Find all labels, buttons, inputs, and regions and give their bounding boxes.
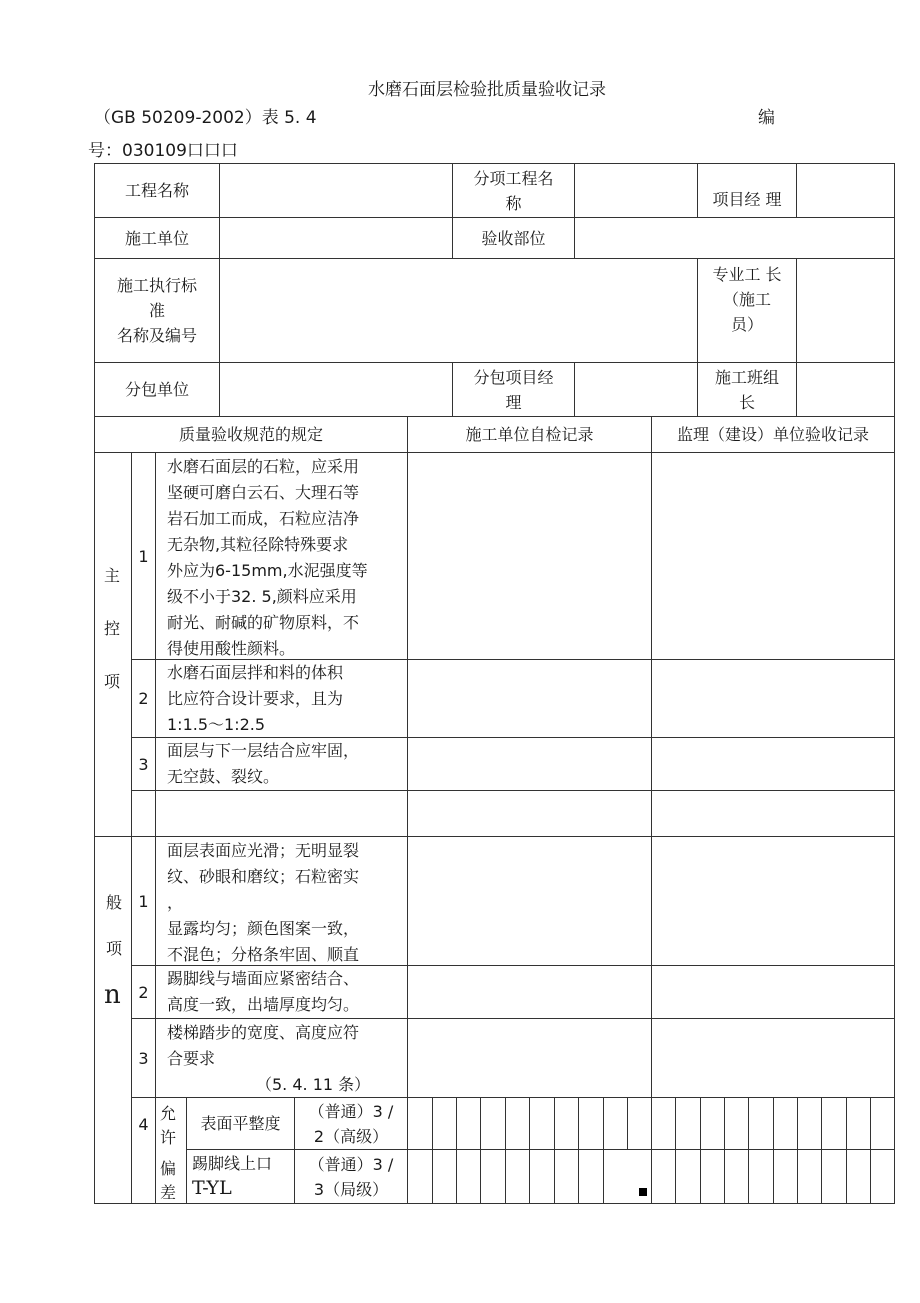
code-label-bian: 编 (758, 108, 775, 128)
allowable-deviation-label: 允 许 偏 差 (160, 1104, 177, 1202)
square-marker (639, 1188, 647, 1196)
general-item-3-text: 楼梯踏步的宽度、高度应符 合要求 (167, 1023, 360, 1068)
tolerance-2-value: （普通）3 / 3（局级） (308, 1154, 394, 1199)
main-item-2-text: 水磨石面层拌和料的体积 比应符合设计要求，且为 1:1.5〜1:2.5 (167, 663, 344, 734)
standard-name-label: 施工执行标 准 名称及编号 (116, 276, 197, 345)
document-title: 水磨石面层检验批质量验收记录 (368, 80, 606, 100)
main-item-1-text: 水磨石面层的石粒，应采用 坚硬可磨白云石、大理石等 岩石加工而成，石粒应洁净 无杂物,其粒径除特殊要求 外应为6-15mm,水泥强度等 级不小于32. 5,颜料应采用 耐光、耐碱的矿物原料，不 得使用酸性颜料。 (167, 457, 368, 658)
sub-project-name-label: 分项工程名 称 (473, 168, 554, 213)
project-name-label: 工程名称 (124, 181, 189, 200)
tolerance-1-value: （普通）3 / 2（高级） (308, 1101, 394, 1146)
main-item-3-number: 3 (138, 754, 149, 774)
tolerance-2-name: 踢脚线上口 T-YL (192, 1154, 273, 1199)
builder-label: 施工单位 (124, 228, 189, 248)
tolerance-1-name: 表面平整度 (200, 1114, 281, 1133)
team-leader-label: 施工班组 长 (714, 367, 779, 412)
spec-header: 质量验收规范的规定 (178, 425, 323, 444)
general-item-4-number: 4 (138, 1114, 149, 1134)
supervisor-header: 监理（建设）单位验收记录 (676, 425, 869, 444)
general-item-2-number: 2 (138, 982, 149, 1002)
main-item-2-number: 2 (138, 689, 149, 708)
main-item-3-text: 面层与下一层结合应牢固， 无空鼓、裂纹。 (167, 741, 360, 786)
main-section-label: 主 控 项 (104, 566, 121, 691)
code-number: 号：030109口口口 (88, 141, 238, 161)
general-section-label: 般 项 (106, 893, 123, 958)
self-check-header: 施工单位自检记录 (465, 425, 594, 444)
standard-reference: （GB 50209-2002）表 5. 4 (94, 108, 317, 128)
main-item-1-number: 1 (138, 546, 149, 566)
general-item-1-text: 面层表面应光滑；无明显裂 纹、砂眼和磨纹；石粒密实 ， 显露均匀；颜色图案一致， 不混色；分格条牢固、顺直 (167, 841, 360, 964)
sub-project-manager-label: 分包项目经 理 (473, 367, 554, 412)
general-item-3-reference: （5. 4. 11 条） (256, 1075, 371, 1094)
foreman-label: 专业工 长 （施工 员） (712, 264, 782, 334)
subcontractor-label: 分包单位 (124, 380, 189, 399)
general-item-2-text: 踢脚线与墙面应紧密结合、 高度一致，出墙厚度均匀。 (167, 969, 360, 1014)
general-section-mark: n (104, 980, 121, 1010)
general-item-3-number: 3 (138, 1048, 149, 1068)
general-item-1-number: 1 (138, 891, 149, 911)
acceptance-part-label: 验收部位 (481, 228, 546, 248)
project-manager-label: 项目经 理 (712, 190, 782, 209)
